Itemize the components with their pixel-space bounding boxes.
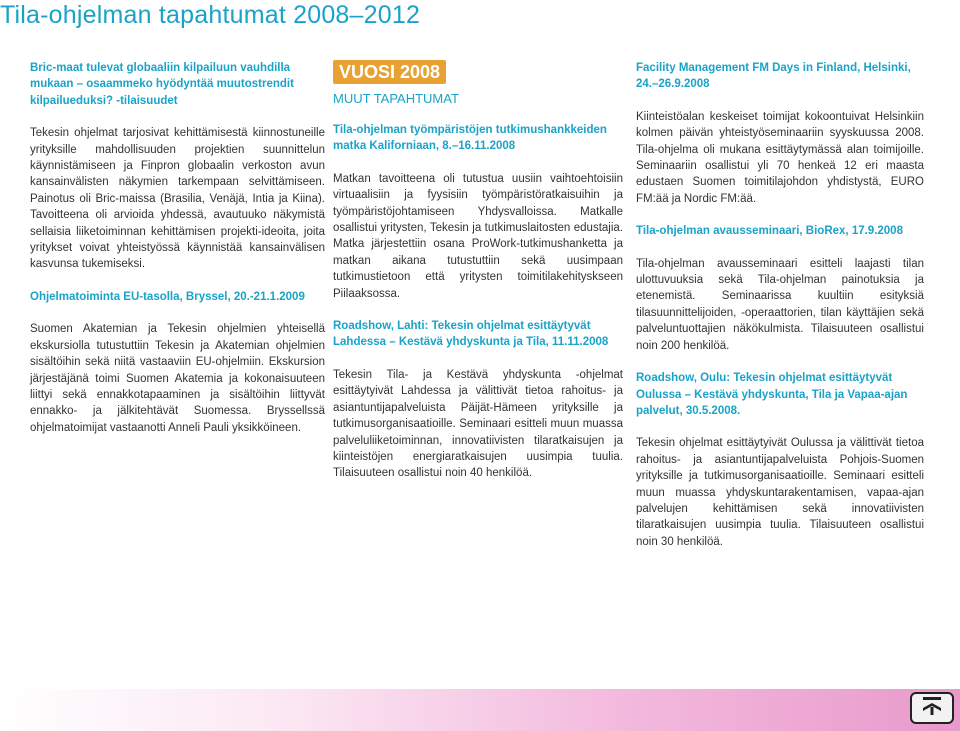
column-right	[636, 60, 924, 566]
scroll-to-top-icon	[920, 696, 944, 721]
brussels-event-paragraph: Suomen Akatemian ja Tekesin ohjelmien yhteisellä ekskursiolla tutustuttiin Tekesin ja Akatemian ohjelmien sisältöihin sekä niitä vastaaviin EU-ohjelmiin. Ekskursion järjestäjänä toimi Suomen Akatemia ja kokonaisuuteen liittyi sekä ennakkotapaaminen ja sisältöihin liittyvät ennakko- ja jälkitehtävät Suomessa. Bryssellssä ohjelmatoimijat vastaanotti Anneli Pauli yksikköineen.	[30, 323, 325, 434]
brussels-event-heading: Ohjelmatoiminta EU-tasolla, Bryssel, 20.-21.1.2009	[30, 290, 305, 303]
page-title: Tila-ohjelman tapahtumat 2008–2012	[0, 1, 421, 29]
intro-heading: Bric-maat tulevat globaaliin kilpailuun vauhdilla mukaan – osaammeko hyödyntää muutostrendit kilpailueduksi? -tilaisuudet	[30, 62, 294, 107]
california-trip-paragraph: Matkan tavoitteena oli tutustua uusiin vaihtoehtoisiin virtuaalisiin ja fyysisiin työmpäristöratkaisuihin ja työmpäristöjohtamiseen Yhdysvalloissa. Matkalle osallistui yritysten, Tekesin ja tutkimuslaitosten edustajia. Matka järjestettiin osana ProWork-tutkimushanketta ja matkan aikana tutustuttiin sekä uusimpaan tutkimustietoon että yritysten toimitilakehityskseen Piilaaksossa.	[333, 172, 623, 300]
biorex-seminar-paragraph: Tila-ohjelman avausseminaari esitteli laajasti tilan ulottuvuuksia sekä Tila-ohjelman painotuksia ja etenemistä. Seminaarissa kuultiin esityksiä tilasuunnittelijoiden, -operaattorien, tilan käyttäjien sekä palveluntuottajien näkökulmista. Tilaisuuteen osallistui noin 200 henkilöä.	[636, 257, 924, 352]
oulu-roadshow-paragraph: Tekesin ohjelmat esittäytyivät Oulussa ja välittivät tietoa rahoitus- ja asiantuntijapalveluista Pohjois-Suomen yrityksille ja tutkimusorganisaatioille. Seminaari esitteli muun muassa yhdyskuntarakentamisen, vapaa-ajan palvelujen kehittämisen sekä innovatiivisten tilaratkaisujen uusimpia tuulia. Tilaisuuteen osallistui noin 30 henkilöä.	[636, 437, 924, 548]
section-label: MUUT TAPAHTUMAT	[333, 91, 459, 106]
column-left	[30, 60, 325, 452]
california-trip-heading: Tila-ohjelman työmpäristöjen tutkimushankkeiden matka Kaliforniaan, 8.–16.11.2008	[333, 124, 607, 153]
year-badge: VUOSI 2008	[333, 60, 446, 84]
column-middle	[333, 60, 623, 498]
lahti-roadshow-paragraph: Tekesin Tila- ja Kestävä yhdyskunta -ohjelmat esittäytyivät Lahdessa ja välittivät tietoa rahoitus- ja asiantuntijapalveluista Päijät-Hämeen yrityksille ja tutkimusorganisaatioille. Seminaari esitteli muun muassa palveluliiketoiminnan, innovatiivisten tilaratkaisujen ja kiinteistöjen energiaratkaisujen uusimpia tuulia. Tilaisuuteen osallistui noin 40 henkilöä.	[333, 368, 623, 480]
scroll-to-top-button[interactable]	[910, 692, 954, 724]
biorex-seminar-heading: Tila-ohjelman avausseminaari, BioRex, 17.9.2008	[636, 225, 903, 238]
lahti-roadshow-heading: Roadshow, Lahti: Tekesin ohjelmat esittäytyvät Lahdessa – Kestävä yhdyskunta ja Tila, 11.11.2008	[333, 320, 609, 349]
intro-paragraph: Tekesin ohjelmat tarjosivat kehittämisestä kiinnostuneille yrityksille mahdollisuuden projektien suunnittelun käynnistämiseen ja Finpron globaalin verkoston avun kansainvälisten näkymien tarkempaan selvittämiseen. Painotus oli Bric-maissa (Brasilia, Venäjä, Intia ja Kiina). Tavoitteena oli arvioida yhdessä, avautuuko näkymistä sellaisia liiketoiminnan kehittämisen projekti-ideoita, joita yritykset voivat yhteistyössä käynnistää kansainvälisen kasvunsa tukemiseksi.	[30, 127, 325, 271]
oulu-roadshow-heading: Roadshow, Oulu: Tekesin ohjelmat esittäytyvät Oulussa – Kestävä yhdyskunta, Tila ja Vapaa-ajan palvelut, 30.5.2008.	[636, 372, 908, 417]
fm-days-heading: Facility Management FM Days in Finland, Helsinki, 24.–26.9.2008	[636, 62, 911, 91]
bottom-bar	[0, 689, 960, 731]
fm-days-paragraph: Kiinteistöalan keskeiset toimijat kokoontuivat Helsinkiin kolmen päivän yhteistyöseminaariin syyskuussa 2008. Tila-ohjelma oli mukana esittäytymässä alan toimijoille. Seminaariin osallistui yli 70 henkeä 12 eri maasta edustaen Suomen toimitilajohdon yhdistystä, EURO FM:ää ja Nordic FM:ää.	[636, 110, 924, 205]
